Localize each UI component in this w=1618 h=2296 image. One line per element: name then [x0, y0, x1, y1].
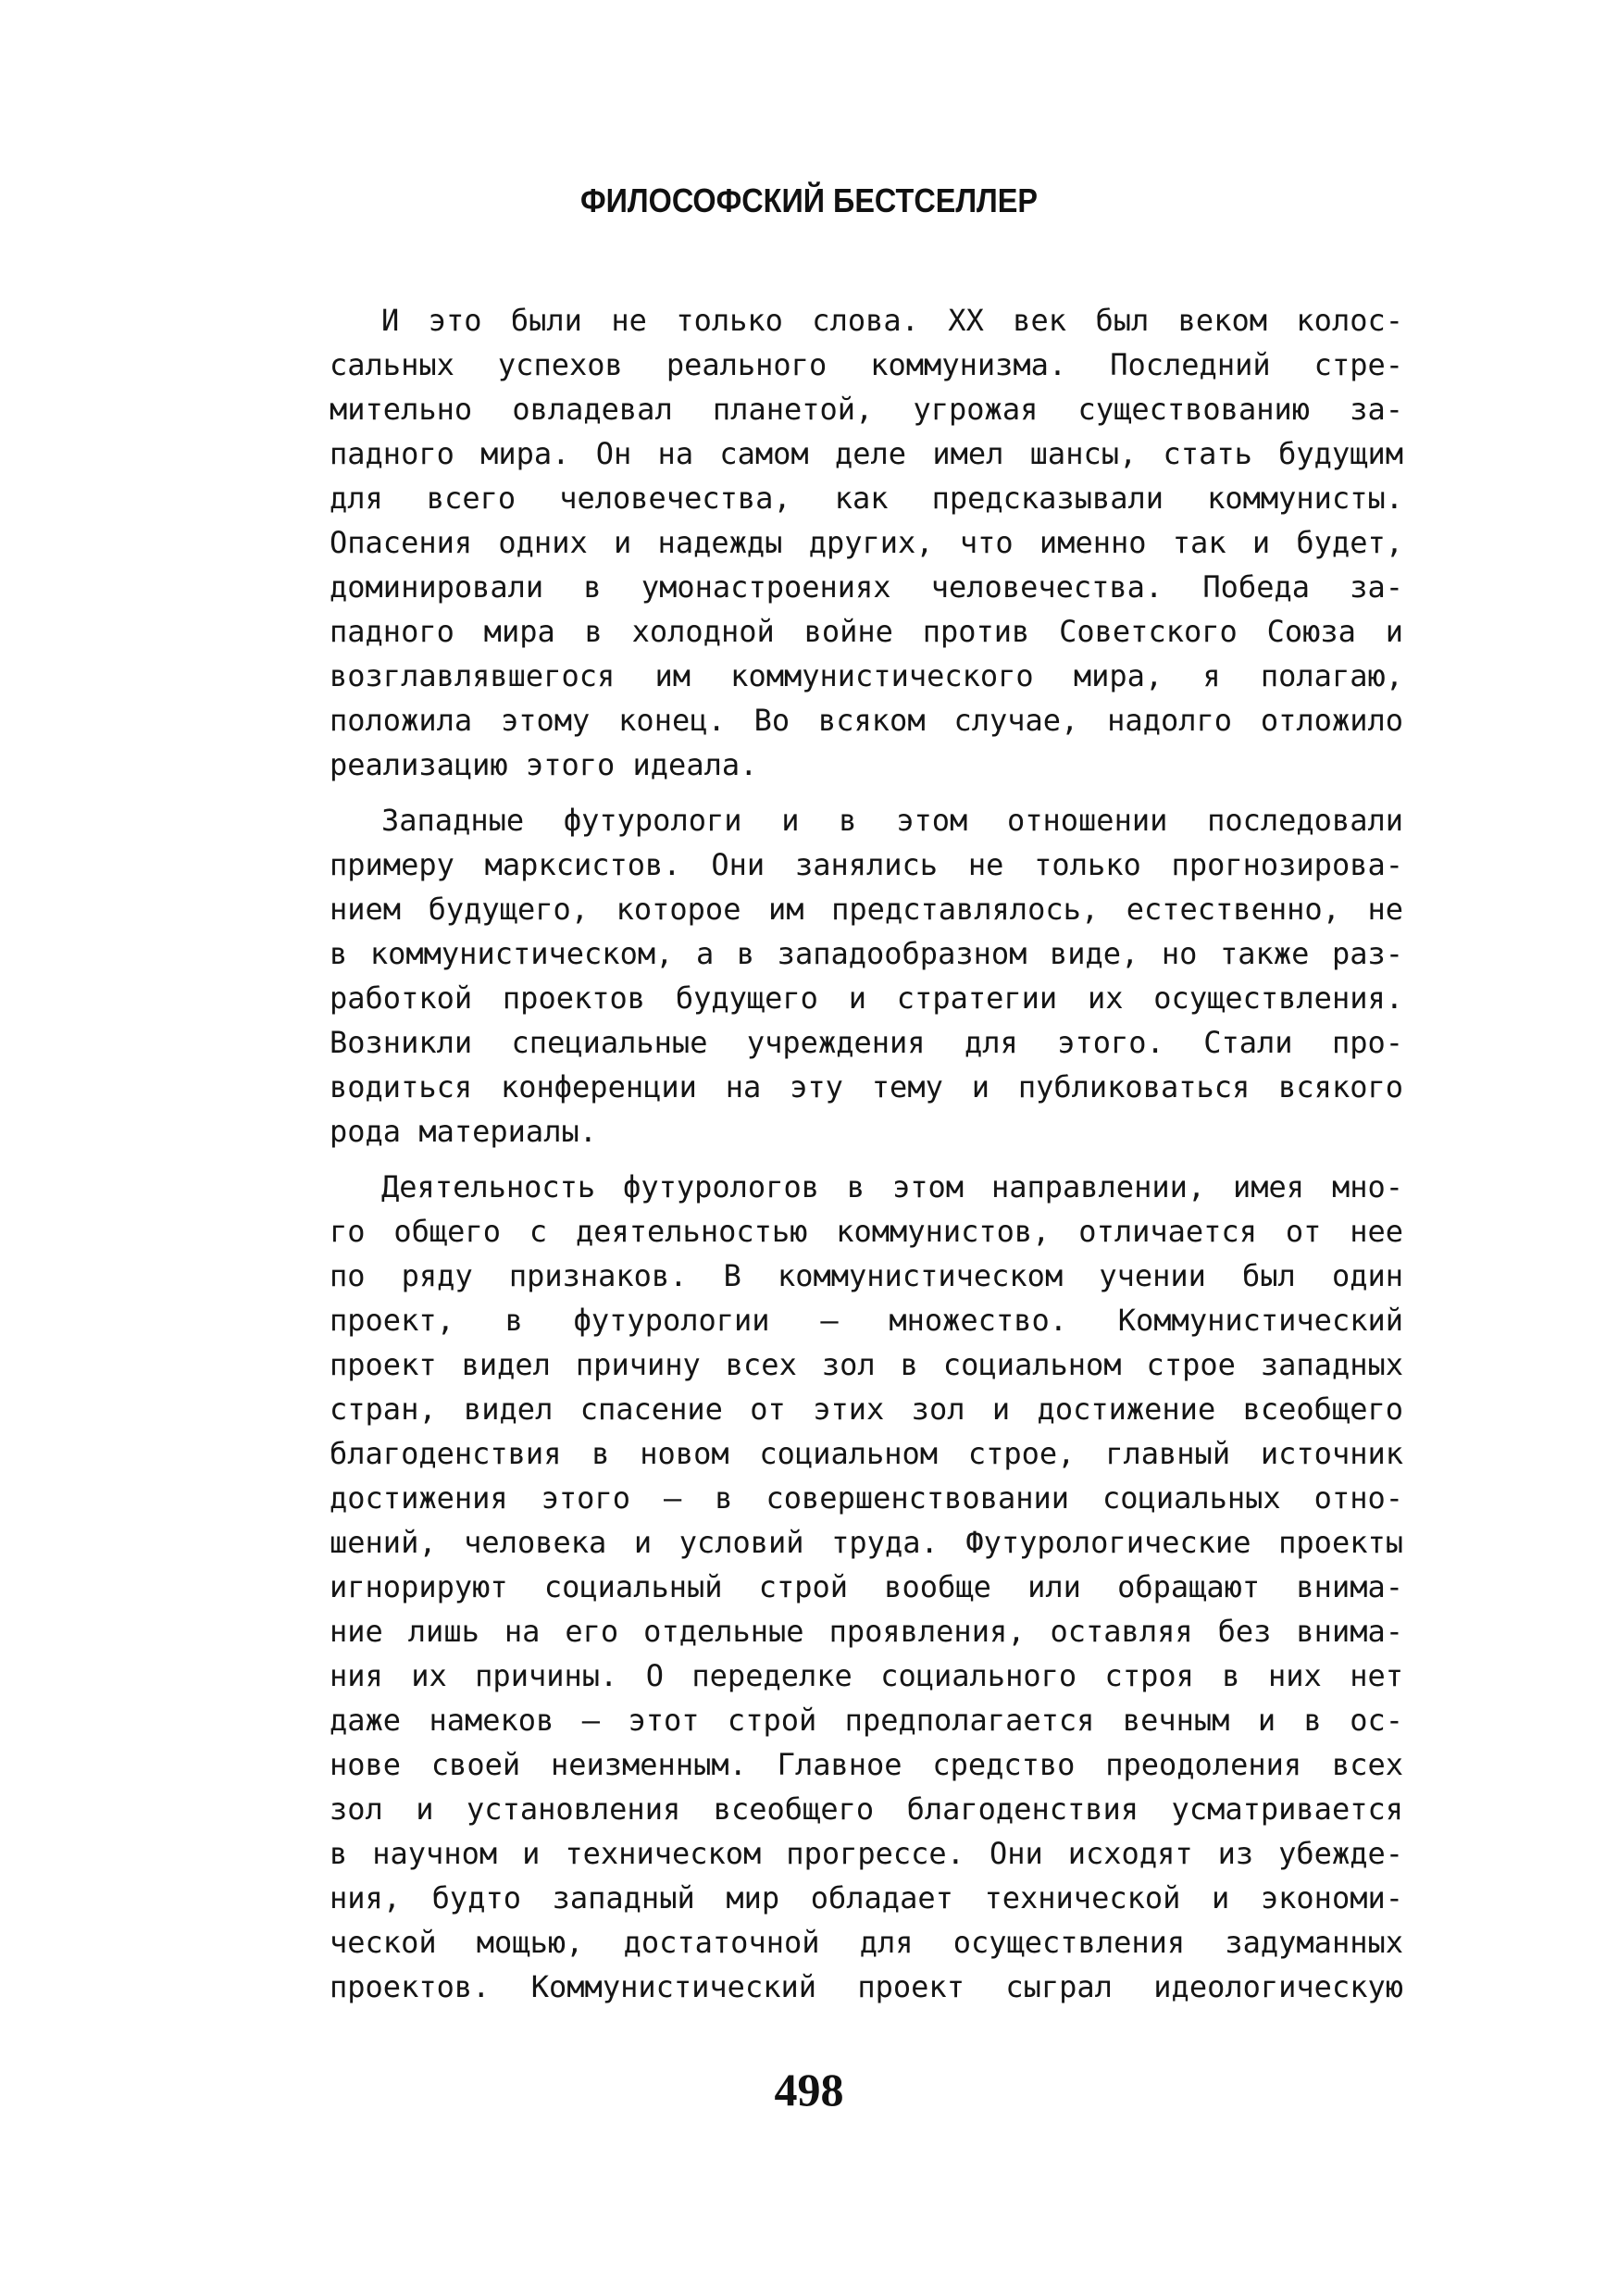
- text-line: возглавлявшегося им коммунистического мира, я полагаю,: [330, 658, 1403, 693]
- text-line: благоденствия в новом социальном строе, главный источник: [330, 1436, 1403, 1471]
- text-line: го общего с деятельностью коммунистов, отличается от нее: [330, 1214, 1403, 1249]
- text-line: падного мира. Он на самом деле имел шансы, стать будущим: [330, 436, 1403, 471]
- text-line: для всего человечества, как предсказывали коммунисты.: [330, 480, 1403, 516]
- text-line: Опасения одних и надежды других, что именно так и будет,: [330, 525, 1403, 560]
- text-line: И это были не только слова. XX век был веком колос-: [381, 303, 1403, 338]
- text-line: ческой мощью, достаточной для осуществления задуманных: [330, 1925, 1403, 1960]
- text-line: даже намеков — этот строй предполагается вечным и в ос-: [330, 1703, 1403, 1738]
- text-line: сальных успехов реального коммунизма. Последний стре-: [330, 347, 1403, 382]
- running-head: ФИЛОСОФСКИЙ БЕСТСЕЛЛЕР: [579, 181, 1039, 219]
- text-line: мительно овладевал планетой, угрожая существованию за-: [330, 392, 1403, 427]
- text-line: по ряду признаков. В коммунистическом учении был один: [330, 1258, 1403, 1293]
- text-line: Возникли специальные учреждения для этого. Стали про-: [330, 1025, 1403, 1060]
- body-text: [330, 298, 1403, 2009]
- text-line: примеру марксистов. Они занялись не только прогнозирова-: [330, 847, 1403, 882]
- text-line: в коммунистическом, а в западообразном виде, но также раз-: [330, 936, 1403, 971]
- text-line: шений, человека и условий труда. Футурологические проекты: [330, 1525, 1403, 1560]
- text-line: водиться конференции на эту тему и публиковаться всякого: [330, 1069, 1403, 1104]
- text-line: нием будущего, которое им представлялось, естественно, не: [330, 892, 1403, 927]
- text-line: падного мира в холодной войне против Советского Союза и: [330, 614, 1403, 649]
- text-line: доминировали в умонастроениях человечества. Победа за-: [330, 569, 1403, 605]
- text-line: реализацию этого идеала.: [330, 747, 758, 782]
- text-line: нове своей неизменным. Главное средство преодоления всех: [330, 1747, 1403, 1782]
- text-line: достижения этого — в совершенствовании социальных отно-: [330, 1480, 1403, 1516]
- text-line: ния, будто западный мир обладает технической и экономи-: [330, 1880, 1403, 1915]
- text-line: проект видел причину всех зол в социальном строе западных: [330, 1347, 1403, 1382]
- text-line: зол и установления всеобщего благоденствия усматривается: [330, 1791, 1403, 1827]
- text-line: стран, видел спасение от этих зол и достижение всеобщего: [330, 1391, 1403, 1427]
- paragraph-3: [330, 1165, 1403, 2009]
- text-line: Западные футурологи и в этом отношении последовали: [381, 803, 1403, 838]
- page-number: 498: [774, 2064, 844, 2115]
- text-line: игнорируют социальный строй вообще или обращают внима-: [330, 1569, 1403, 1604]
- paragraph-2: [330, 798, 1403, 1154]
- text-line: рода материалы.: [330, 1114, 597, 1149]
- paragraph-1: [330, 298, 1403, 787]
- text-line: в научном и техническом прогрессе. Они исходят из убежде-: [330, 1836, 1403, 1871]
- text-line: работкой проектов будущего и стратегии их осуществления.: [330, 980, 1403, 1016]
- text-line: Деятельность футурологов в этом направлении, имея мно-: [381, 1169, 1403, 1204]
- text-line: ние лишь на его отдельные проявления, оставляя без внима-: [330, 1614, 1403, 1649]
- text-line: ния их причины. О переделке социального строя в них нет: [330, 1658, 1403, 1693]
- text-line: положила этому конец. Во всяком случае, надолго отложило: [330, 703, 1403, 738]
- text-line: проектов. Коммунистический проект сыграл идеологическую: [330, 1969, 1403, 2004]
- text-line: проект, в футурологии — множество. Коммунистический: [330, 1303, 1403, 1338]
